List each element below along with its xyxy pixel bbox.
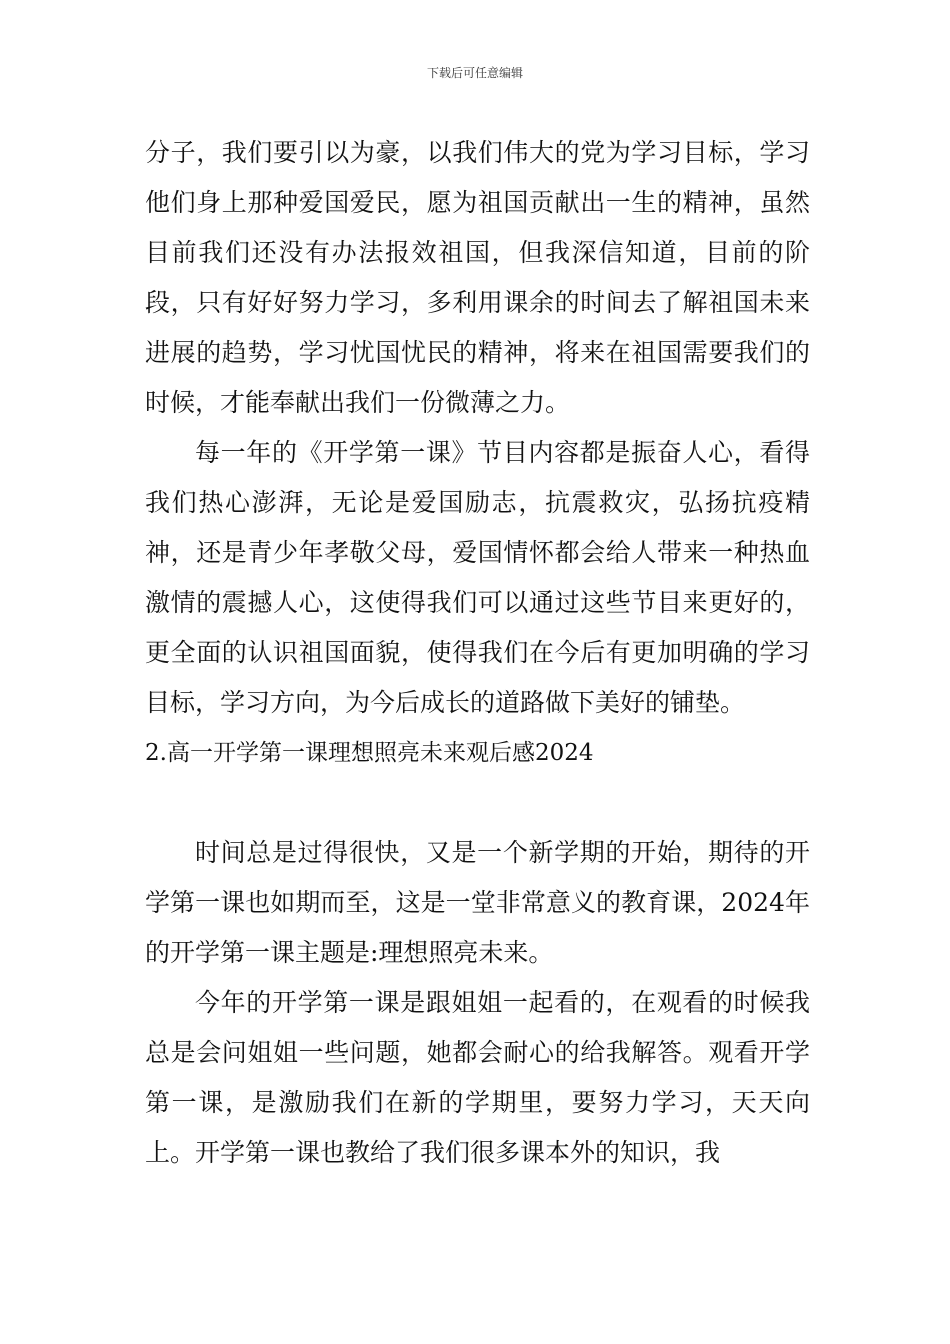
paragraph-1: 分子，我们要引以为豪，以我们伟大的党为学习目标，学习他们身上那种爱国爱民，愿为祖国贡献出一生的精神，虽然目前我们还没有办法报效祖国，但我深信知道，目前的阶段，只有好好努力学习，多利用课余的时间去了解祖国未来进展的趋势，学习忧国忧民的精神，将来在祖国需要我们的时候，才能奉献出我们一份微薄之力。 — [145, 138, 810, 417]
section-heading: 2.高一开学第一课理想照亮未来观后感2024 — [145, 740, 594, 766]
blank-line — [145, 778, 810, 828]
paragraph-2: 每一年的《开学第一课》节目内容都是振奋人心，看得我们热心澎湃，无论是爱国励志，抗震救灾，弘扬抗疫精神，还是青少年孝敬父母，爱国情怀都会给人带来一种热血激情的震撼人心，这使得我们可以通过这些节目来更好的，更全面的认识祖国面貌，使得我们在今后有更加明确的学习目标，学习方向，为今后成长的道路做下美好的铺垫。 — [145, 438, 810, 717]
paragraph-3: 时间总是过得很快，又是一个新学期的开始，期待的开学第一课也如期而至，这是一堂非常意义的教育课，2024年的开学第一课主题是:理想照亮未来。 — [145, 838, 810, 967]
page-header: 下载后可任意编辑 — [426, 66, 523, 80]
paragraph-4: 今年的开学第一课是跟姐姐一起看的，在观看的时候我总是会问姐姐一些问题，她都会耐心的给我解答。观看开学第一课，是激励我们在新的学期里，要努力学习，天天向上。开学第一课也教给了我们很多课本外的知识，我 — [145, 988, 810, 1167]
document-body — [145, 128, 810, 1178]
